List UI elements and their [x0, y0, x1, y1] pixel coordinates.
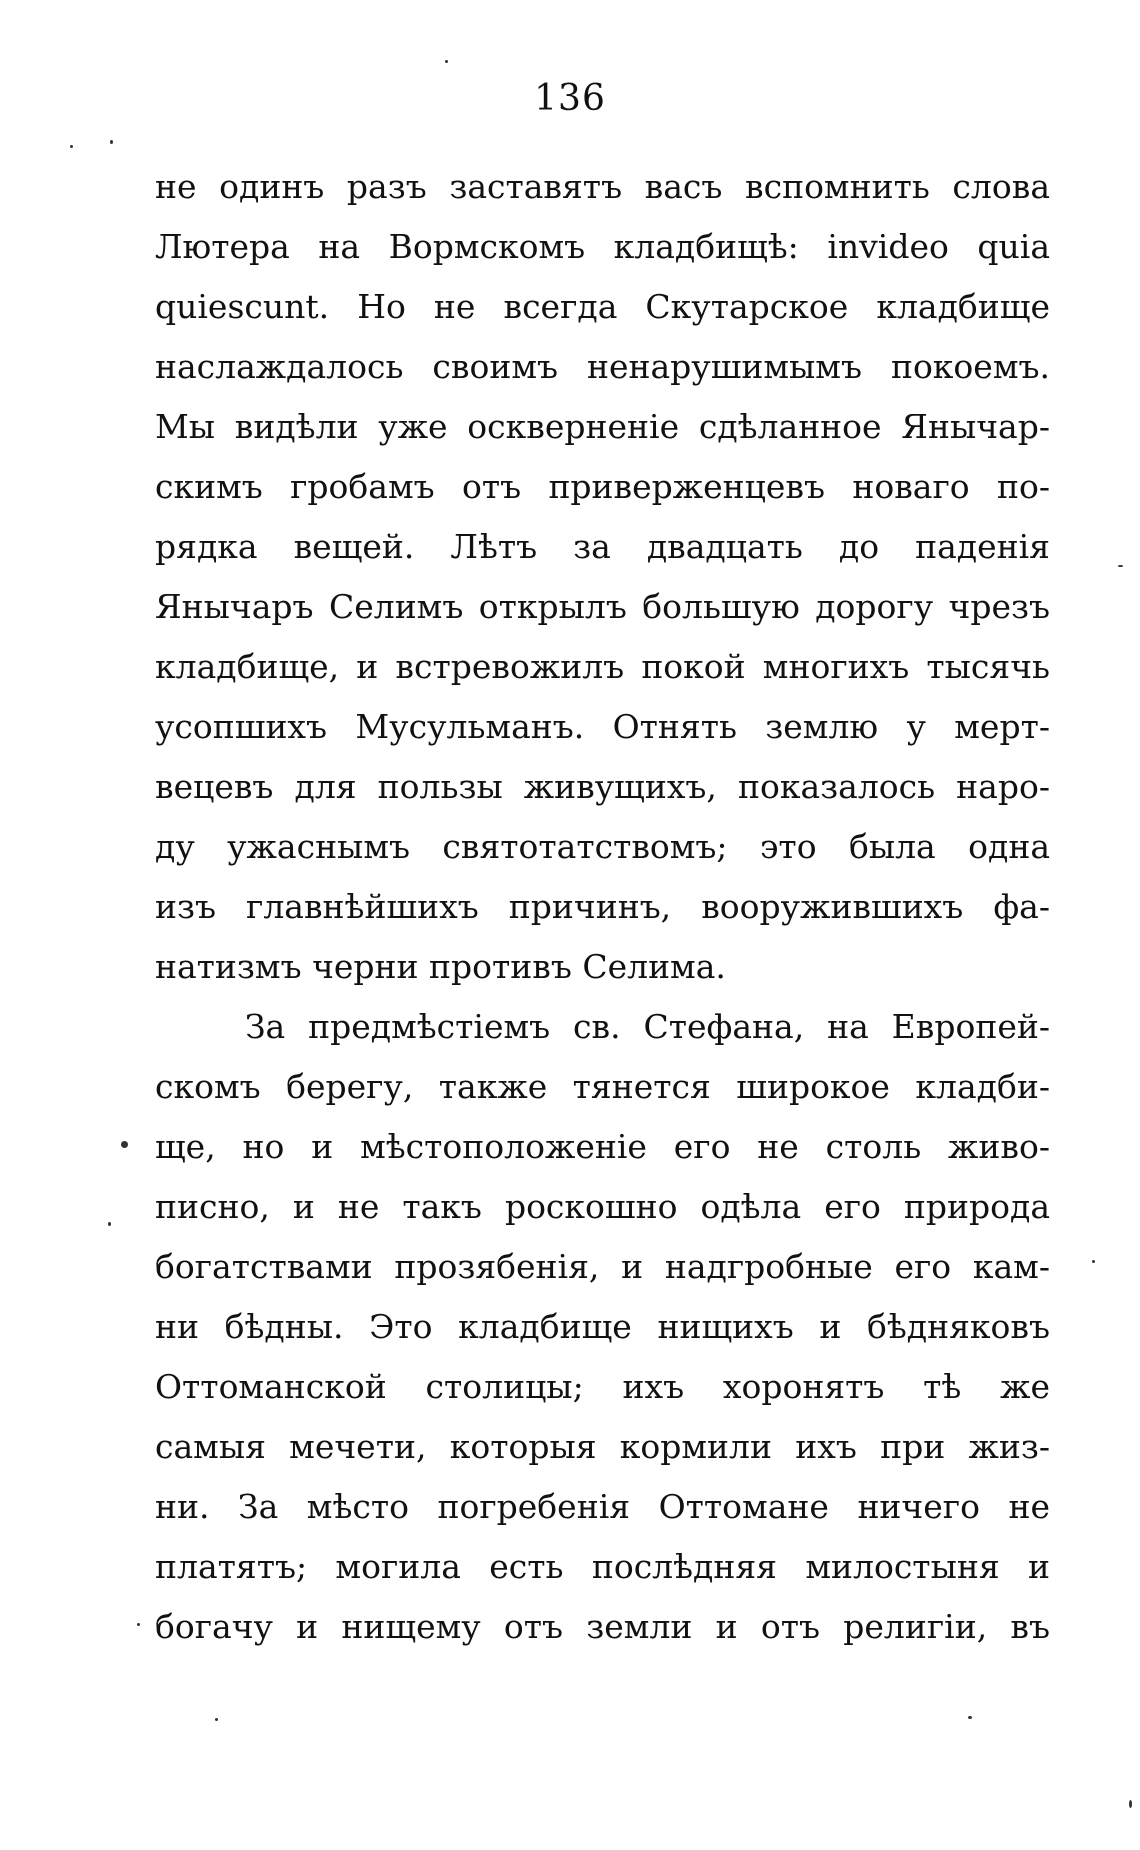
text-line: писно, и не такъ роскошно одѣла его природа: [155, 1187, 1050, 1226]
text-line: усопшихъ Мусульманъ. Отнять землю у мерт-: [155, 707, 1050, 746]
scan-speck: [968, 1716, 972, 1719]
text-line: не одинъ разъ заставятъ васъ вспомнить слова: [155, 167, 1050, 206]
text-line: скимъ гробамъ отъ приверженцевъ новаго по-: [155, 467, 1050, 506]
text-line: вецевъ для пользы живущихъ, показалось наро-: [155, 767, 1050, 806]
text-line: скомъ берегу, также тянется широкое кладби-: [155, 1067, 1050, 1106]
text-line: Лютера на Вормскомъ кладбищѣ: invideo quia: [155, 227, 1050, 266]
scan-speck: [110, 140, 113, 144]
text-line: ни. За мѣсто погребенія Оттомане ничего не: [155, 1487, 1050, 1526]
scan-speck: [1118, 565, 1123, 567]
text-line: богатствами прозябенія, и надгробные его кам-: [155, 1247, 1050, 1286]
text-line: ще, но и мѣстоположеніе его не столь живо-: [155, 1127, 1050, 1166]
text-line: quiescunt. Но не всегда Скутарское кладбище: [155, 287, 1050, 326]
text-line: ни бѣдны. Это кладбище нищихъ и бѣдняковъ: [155, 1307, 1050, 1346]
scan-speck: [70, 145, 73, 148]
scan-speck: [137, 1623, 140, 1626]
text-line: изъ главнѣйшихъ причинъ, вооружившихъ фа-: [155, 887, 1050, 926]
scan-speck: [215, 1718, 218, 1721]
text-line: За предмѣстіемъ св. Стефана, на Европей-: [245, 1007, 1050, 1046]
text-line: Мы видѣли уже оскверненіе сдѣланное Янычар-: [155, 407, 1050, 446]
scan-speck: [121, 1141, 128, 1148]
text-line: богачу и нищему отъ земли и отъ религіи, въ: [155, 1607, 1050, 1646]
text-line: Янычаръ Селимъ открылъ большую дорогу чрезъ: [155, 587, 1050, 626]
text-line: натизмъ черни противъ Селима.: [155, 947, 726, 986]
text-line: кладбище, и встревожилъ покой многихъ тысячь: [155, 647, 1050, 686]
scan-speck: [1129, 1800, 1132, 1808]
text-line: ду ужаснымъ святотатствомъ; это была одна: [155, 827, 1050, 866]
scan-speck: [108, 1222, 111, 1226]
text-line: рядка вещей. Лѣтъ за двадцать до паденія: [155, 527, 1050, 566]
scan-speck: [1092, 1260, 1095, 1263]
text-line: платятъ; могила есть послѣдняя милостыня и: [155, 1547, 1050, 1586]
scan-speck: [445, 60, 448, 63]
text-line: самыя мечети, которыя кормили ихъ при жиз-: [155, 1427, 1050, 1466]
text-line: наслаждалось своимъ ненарушимымъ покоемъ.: [155, 347, 1050, 386]
page-number: 136: [534, 78, 606, 119]
text-line: Оттоманской столицы; ихъ хоронятъ тѣ же: [155, 1367, 1050, 1406]
